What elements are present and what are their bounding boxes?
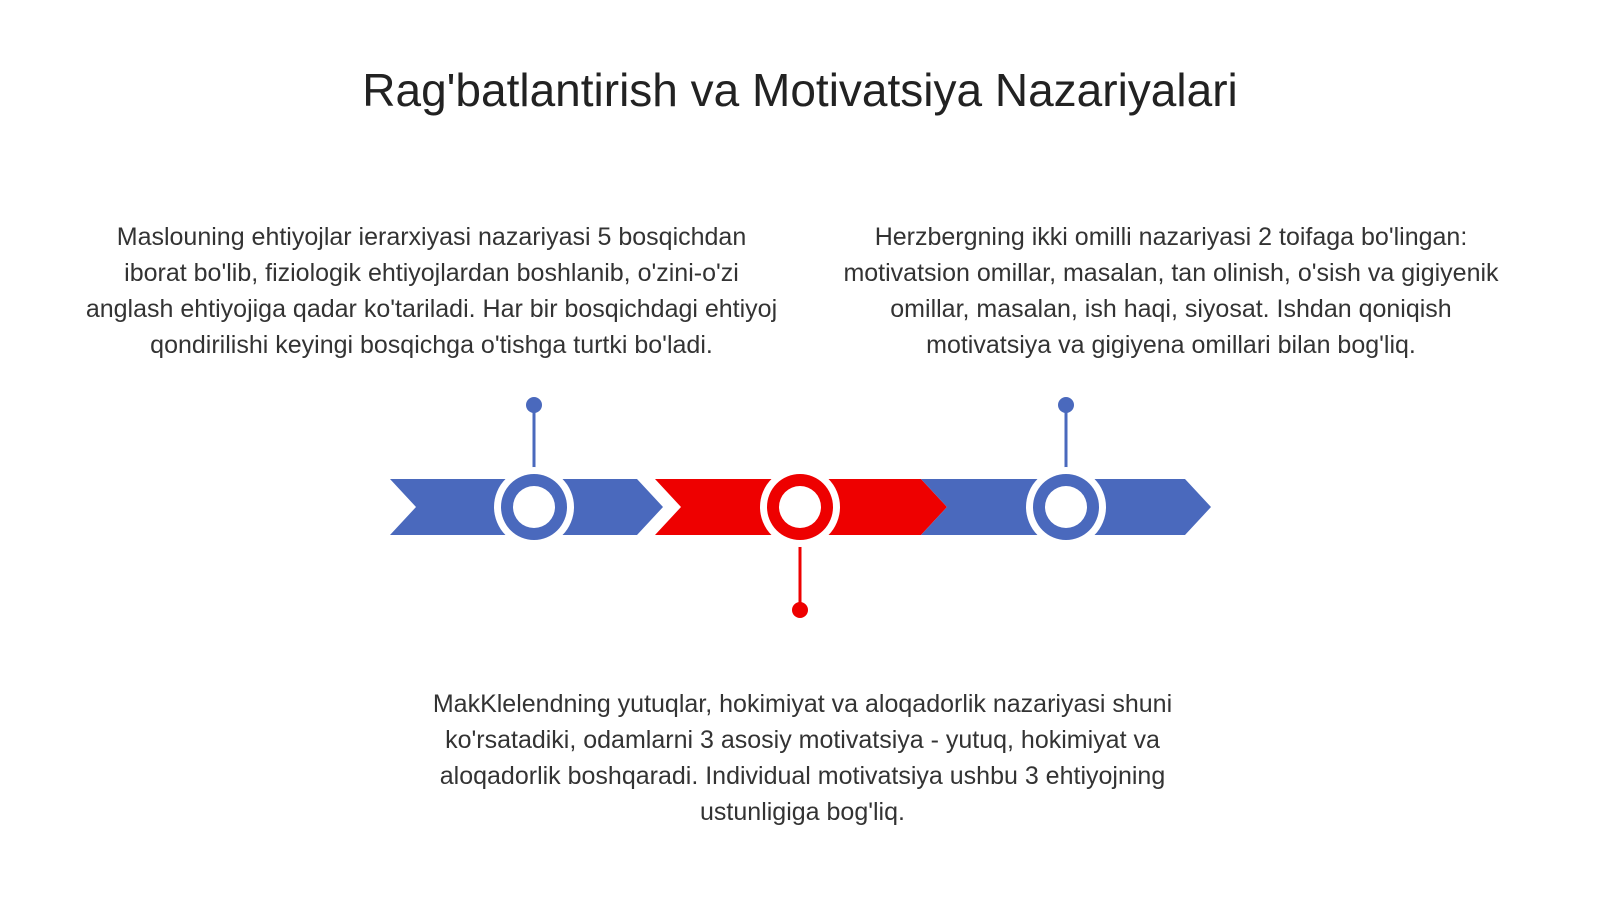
- milestone-2-center: [779, 486, 821, 528]
- milestone-1-center: [513, 486, 555, 528]
- slide-title: Rag'batlantirish va Motivatsiya Nazariyalari: [362, 64, 1238, 116]
- milestone-2-dot: [792, 602, 808, 618]
- milestone-3-center: [1045, 486, 1087, 528]
- milestone-1-dot: [526, 397, 542, 413]
- milestone-3-text: Herzbergning ikki omilli nazariyasi 2 toifaga bo'lingan: motivatsion omillar, masalan, tan olinish, o'sish va gigiyenik omillar, masalan, ish haqi, siyosat. Ishdan qoniqish motivatsiya va gigiyena omillari bilan bog'liq.: [843, 223, 1499, 359]
- milestone-1-text: Maslouning ehtiyojlar ierarxiyasi nazariyasi 5 bosqichdan iborat bo'lib, fiziologik ehtiyojlardan boshlanib, o'zini-o'zi anglash ehtiyojiga qadar ko'tariladi. Har bir bosqichdagi ehtiyoj qondirilishi keyingi bosqichga o'tishga turtki bo'ladi.: [85, 223, 778, 359]
- milestone-3-dot: [1058, 397, 1074, 413]
- milestone-2-text: MakKlelendning yutuqlar, hokimiyat va aloqadorlik nazariyasi shuni ko'rsatadiki, odamlarni 3 asosiy motivatsiya - yutuq, hokimiyat va aloqadorlik boshqaradi. Individual motivatsiya ushbu 3 ehtiyojning ustunligiga bog'liq.: [432, 690, 1173, 826]
